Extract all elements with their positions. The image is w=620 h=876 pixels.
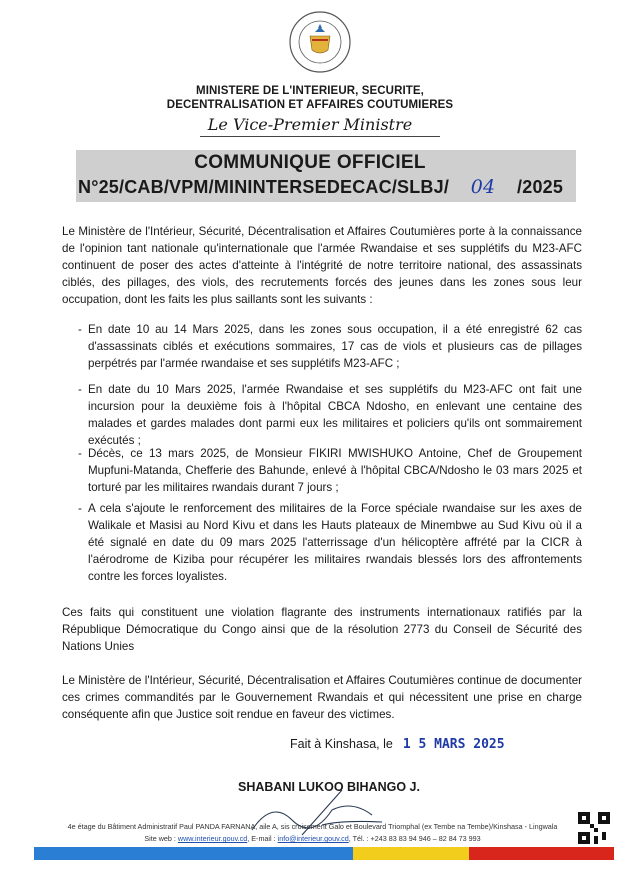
signature-date-line xyxy=(290,737,505,752)
list-item-text: En date 10 au 14 Mars 2025, dans les zones sous occupation, il a été enregistré 62 cas d'assassinats ciblés et exécutions sommaires, 17 cas de viols et plusieurs cas de pillages perpétrés par l'armée rwandaise et ses supplétifs M23-AFC ; xyxy=(88,323,582,370)
footer-email-link[interactable]: info@interieur.gouv.cd xyxy=(277,834,349,843)
documentation-paragraph: Le Ministère de l'Intérieur, Sécurité, Décentralisation et Affaires Coutumières continue de documenter ces crimes commandités par le Gouvernement Rwandais et qui nécessitent une prise en charge conséquente afin que Justice soit rendue en faveur des victimes. xyxy=(62,674,582,721)
band-blue xyxy=(34,847,353,860)
signatory-name: SHABANI LUKOO BIHANGO J. xyxy=(238,780,420,794)
republic-seal-icon xyxy=(288,10,352,74)
footer-contact xyxy=(40,834,585,843)
ref-suffix: /2025 xyxy=(517,177,564,197)
footer-address: 4e étage du Bâtiment Administratif Paul PANDA FARNANA, aile A, sis croisement Galo et Boulevard Triomphal (ex Tembe na Tembe)/Kinshasa - Lingwala xyxy=(67,822,558,831)
band-red xyxy=(469,847,614,860)
list-item: - A cela s'ajoute le renforcement des militaires de la Force spéciale rwandaise sur les axes de Walikale et Masisi au Nord Kivu et dans les Hauts plateaux de Minembwe au Sud Kivu où il a été signalé en date du 09 mars 2025 l'atterrissage d'un hélicoptère affrété par la CICR à l'aérodrome de Kiziba pour récupérer les militaires rwandais blessés lors des affrontements contre les forces loyalistes. xyxy=(78,502,582,583)
list-item-text: En date du 10 Mars 2025, l'armée Rwandaise et ses supplétifs du M23-AFC ont fait une incursion pour la deuxième fois à l'hôpital CBCA Ndosho, en enlevant une centaine des malades et gardes malades dont parmi eux les militaires et policiers qu'ils ont sommairement exécutés ; xyxy=(88,383,582,447)
reference-number xyxy=(78,176,563,198)
list-item-text: Décès, ce 13 mars 2025, de Monsieur FIKIRI MWISHUKO Antoine, Chef de Groupement Mupfuni-Matanda, Chefferie des Bahunde, enlevé à l'hôpital CBCA/Ndosho le 03 mars 2025 et torturé par les militaires rwandais durant 7 jours ; xyxy=(88,447,582,494)
ministry-line2: DECENTRALISATION ET AFFAIRES COUTUMIERES xyxy=(166,99,454,111)
signature-place: Fait à Kinshasa, le xyxy=(290,737,393,751)
ref-handwritten-number: 04 xyxy=(470,176,496,198)
ministry-header xyxy=(0,84,620,112)
date-stamp: 1 5 MARS 2025 xyxy=(402,737,505,752)
header-divider xyxy=(200,136,440,137)
violation-paragraph: Ces faits qui constituent une violation flagrante des instruments internationaux ratifiés par la République Démocratique du Congo ainsi que de la résolution 2773 du Conseil de Sécurité des Nations Unies xyxy=(62,606,582,653)
title-holder: Le Vice-Premier Ministre xyxy=(207,115,413,134)
footer-email-label: , E-mail : xyxy=(247,834,276,843)
communique-title: COMMUNIQUE OFFICIEL xyxy=(194,152,426,173)
footer-site-label: Site web : xyxy=(144,834,176,843)
ministry-line1: MINISTERE DE L'INTERIEUR, SECURITE, xyxy=(196,85,424,97)
list-item-text: A cela s'ajoute le renforcement des militaires de la Force spéciale rwandaise sur les axes de Walikale et Masisi au Nord Kivu et dans les Hauts plateaux de Minembwe au Sud Kivu où il a été signalé en date du 09 mars 2025 l'atterrissage d'un hélicoptère affrété par la CICR à l'aérodrome de Kiziba pour récupérer les militaires rwandais blessés lors des affrontements contre les forces loyalistes. xyxy=(88,502,582,583)
list-item: - En date du 10 Mars 2025, l'armée Rwandaise et ses supplétifs du M23-AFC ont fait une incursion pour la deuxième fois à l'hôpital CBCA Ndosho, en enlevant une centaine des malades et gardes malades dont parmi eux les militaires et policiers qu'ils ont sommairement exécutés ; xyxy=(78,383,582,447)
list-item: - Décès, ce 13 mars 2025, de Monsieur FIKIRI MWISHUKO Antoine, Chef de Groupement Mupfuni-Matanda, Chefferie des Bahunde, enlevé à l'hôpital CBCA/Ndosho le 03 mars 2025 et torturé par les militaires rwandais durant 7 jours ; xyxy=(78,447,582,494)
intro-paragraph: Le Ministère de l'Intérieur, Sécurité, Décentralisation et Affaires Coutumières porte à la connaissance de l'opinion tant nationale qu'internationale que l'armée Rwandaise et ses supplétifs du M23-AFC continuent de poser des actes d'atteinte à l'intégrité de notre territoire national, des assassinats ciblés, des pillages, des viols, des recrutements forcés des jeunes dans les zones sous leur occupation, dont les faits les plus saillants sont les suivants : xyxy=(62,225,582,306)
footer-phone: , Tél. : +243 83 83 94 946 – 82 84 73 993 xyxy=(348,834,481,843)
national-color-band xyxy=(34,847,614,860)
list-item: - En date 10 au 14 Mars 2025, dans les zones sous occupation, il a été enregistré 62 cas d'assassinats ciblés et exécutions sommaires, 17 cas de viols et plusieurs cas de pillages perpétrés par l'armée rwandaise et ses supplétifs M23-AFC ; xyxy=(78,323,582,370)
ref-prefix: N°25/CAB/VPM/MININTERSEDECAC/SLBJ/ xyxy=(78,177,450,197)
qr-code-icon xyxy=(578,812,610,844)
footer-website-link[interactable]: www.interieur.gouv.cd xyxy=(177,834,248,843)
band-yellow xyxy=(353,847,469,860)
